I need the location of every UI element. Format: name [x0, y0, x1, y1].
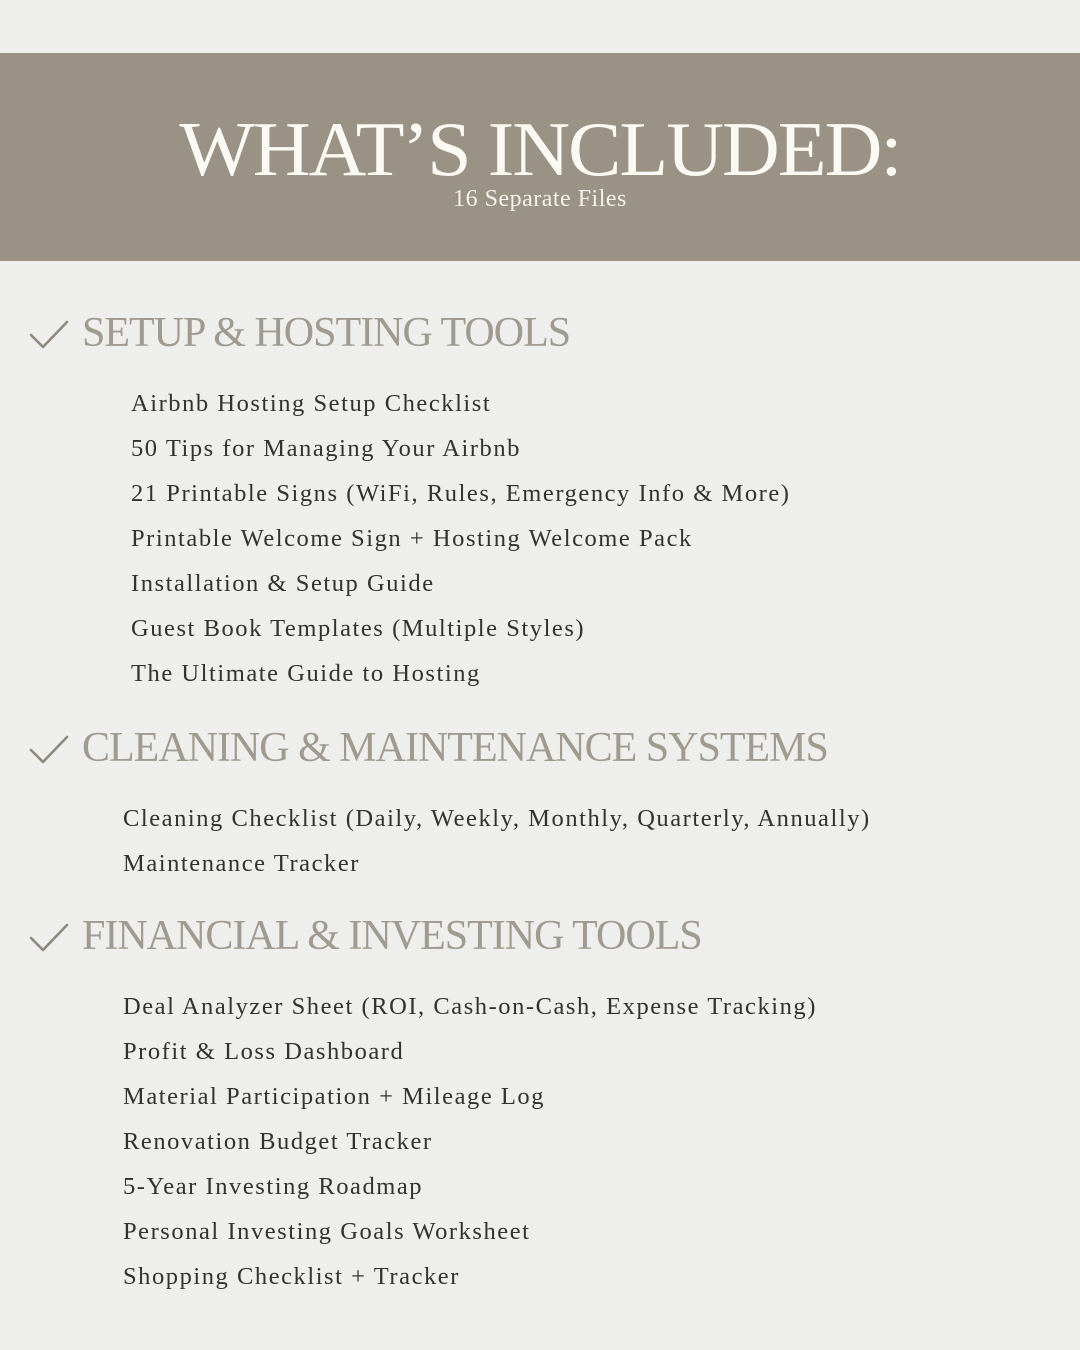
section-title: FINANCIAL & INVESTING TOOLS: [82, 913, 702, 959]
check-icon: [28, 727, 70, 769]
section-title: CLEANING & MAINTENANCE SYSTEMS: [82, 725, 828, 771]
section-title: SETUP & HOSTING TOOLS: [82, 310, 571, 356]
list-item: Profit & Loss Dashboard: [123, 1038, 405, 1065]
list-item: Cleaning Checklist (Daily, Weekly, Monthly, Quarterly, Annually): [123, 805, 871, 832]
section-heading-setup: [28, 308, 570, 358]
list-item: Airbnb Hosting Setup Checklist: [131, 390, 492, 417]
section-heading-financial: [28, 911, 702, 961]
list-item: 21 Printable Signs (WiFi, Rules, Emergency Info & More): [131, 480, 791, 507]
check-icon: [28, 312, 70, 354]
list-item: Installation & Setup Guide: [131, 570, 435, 597]
list-item: 5-Year Investing Roadmap: [123, 1173, 424, 1200]
list-item: Personal Investing Goals Worksheet: [123, 1218, 531, 1245]
list-item: Material Participation + Mileage Log: [123, 1083, 546, 1110]
section-heading-cleaning: [28, 723, 828, 773]
page-subtitle: 16 Separate Files: [453, 186, 627, 212]
list-item: Maintenance Tracker: [123, 850, 360, 877]
list-item: The Ultimate Guide to Hosting: [131, 660, 481, 687]
list-item: Guest Book Templates (Multiple Styles): [131, 615, 586, 642]
list-item: Shopping Checklist + Tracker: [123, 1263, 460, 1290]
list-item: 50 Tips for Managing Your Airbnb: [131, 435, 521, 462]
page-title: WHAT’S INCLUDED:: [179, 107, 901, 193]
list-item: Deal Analyzer Sheet (ROI, Cash-on-Cash, Expense Tracking): [123, 993, 817, 1020]
check-icon: [28, 915, 70, 957]
list-item: Printable Welcome Sign + Hosting Welcome Pack: [131, 525, 693, 552]
list-item: Renovation Budget Tracker: [123, 1128, 433, 1155]
